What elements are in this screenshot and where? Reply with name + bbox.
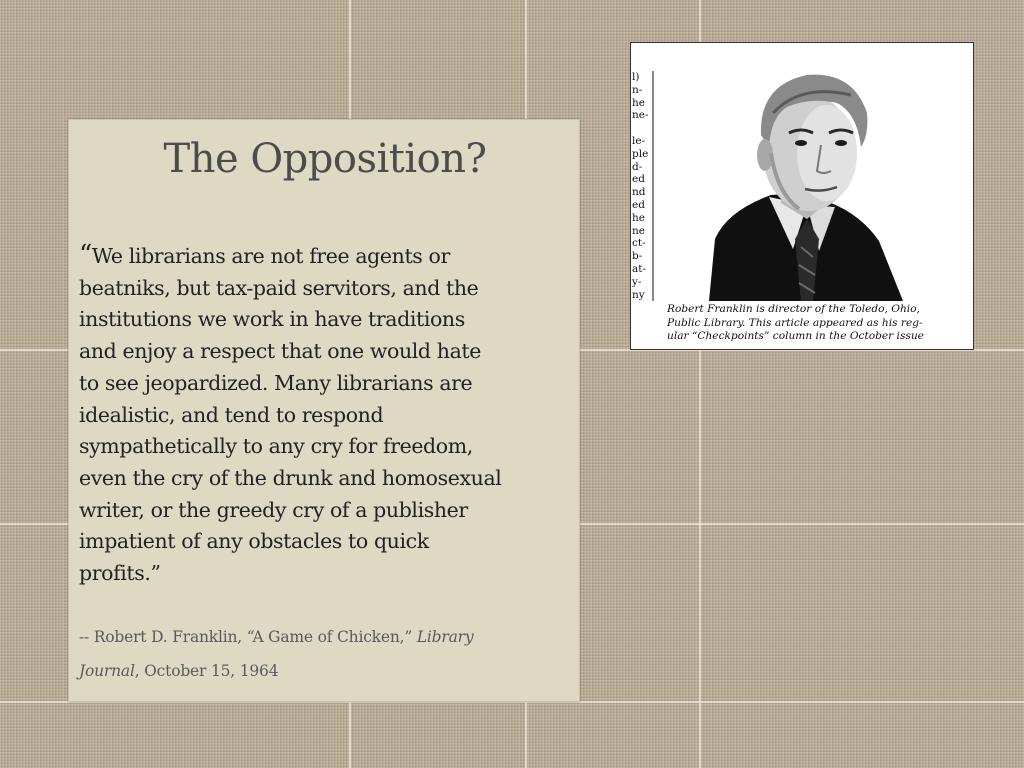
quote-line: profits.” — [79, 561, 161, 586]
citation — [79, 620, 575, 688]
citation-journal: Library — [416, 628, 474, 646]
photo-caption — [667, 303, 972, 344]
quote-line: idealistic, and tend to respond — [79, 402, 384, 427]
quote-line: to see jeopardized. Many librarians are — [79, 370, 473, 395]
quote-line: institutions we work in have traditions — [79, 307, 465, 332]
citation-article: “A Game of Chicken,” — [246, 628, 417, 646]
caption-line: Public Library. This article appeared as his reg- — [667, 316, 923, 329]
quote-card — [68, 119, 580, 702]
quote-line: beatniks, but tax-paid servitors, and the — [79, 275, 479, 300]
caption-line: ular “Checkpoints” column in the October issue — [667, 330, 924, 343]
quote-line: and enjoy a respect that one would hate — [79, 339, 481, 364]
slide-title: The Opposition? — [163, 136, 487, 182]
quote-line: even the cry of the drunk and homosexual — [79, 465, 502, 490]
quote-line: writer, or the greedy cry of a publisher — [79, 497, 468, 522]
open-quote-mark: “ — [79, 240, 92, 270]
text-column-fragment: l) n- he ne- le- ple d- ed nd ed he ne ct- b- at- y- ny — [632, 71, 649, 301]
quote-line: sympathetically to any cry for freedom, — [79, 434, 473, 459]
caption-line: Robert Franklin is director of the Toledo, Ohio, — [667, 303, 920, 315]
citation-author: -- Robert D. Franklin, — [79, 628, 247, 646]
quote-text — [79, 240, 575, 590]
quote-line: We librarians are not free agents or — [91, 244, 450, 268]
quote-line: impatient of any obstacles to quick — [79, 529, 429, 554]
citation-journal: Journal — [79, 662, 135, 680]
citation-date: , October 15, 1964 — [134, 662, 279, 680]
portrait-clipping — [630, 42, 974, 350]
